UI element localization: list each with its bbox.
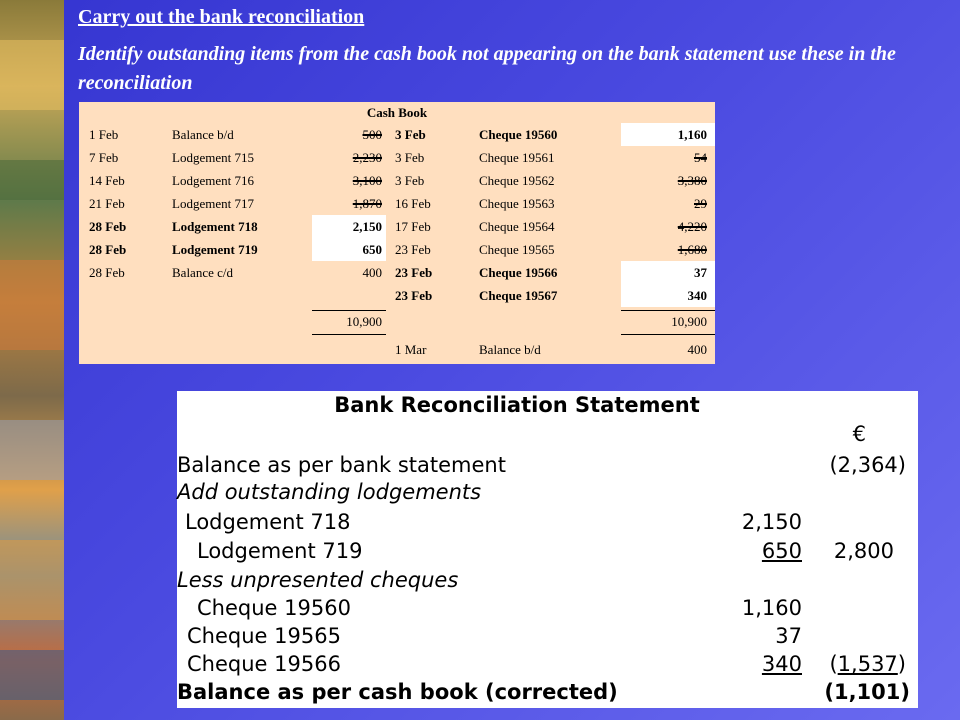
less-cheques-label: Less unpresented cheques xyxy=(177,568,459,592)
slide-title: Carry out the bank reconciliation xyxy=(78,6,365,28)
table-row xyxy=(79,123,715,146)
cell: 2,230 xyxy=(352,150,382,165)
cell: Balance c/d xyxy=(172,265,233,280)
cell: 16 Feb xyxy=(395,196,431,211)
cell: Lodgement 716 xyxy=(172,173,254,188)
cell: 1 Mar xyxy=(395,342,427,357)
cell: Cheque 19567 xyxy=(479,288,558,303)
table-row xyxy=(79,215,715,238)
cell: 28 Feb xyxy=(89,219,127,234)
cell: Cheque 19564 xyxy=(479,219,555,234)
cheques-total xyxy=(829,652,906,676)
cell: 10,900 xyxy=(671,314,707,329)
cell: 14 Feb xyxy=(89,173,125,188)
cheques-total-value: 1,537 xyxy=(837,652,898,676)
cash-book-title: Cash Book xyxy=(366,105,428,120)
cell: Cheque 19563 xyxy=(479,196,555,211)
add-lodgements-label: Add outstanding lodgements xyxy=(177,480,482,504)
table-row xyxy=(79,169,715,192)
cell: 1,680 xyxy=(677,242,707,257)
cell: 3 Feb xyxy=(395,150,425,165)
cell: 28 Feb xyxy=(89,242,127,257)
cell: 23 Feb xyxy=(395,288,433,303)
cell: Cheque 19565 xyxy=(479,242,555,257)
cell: Cheque 19561 xyxy=(479,150,555,165)
recon-title: Bank Reconciliation Statement xyxy=(334,393,700,417)
cheque-19565-value: 37 xyxy=(775,624,802,648)
cell: 500 xyxy=(362,127,382,142)
balance-bank-label: Balance as per bank statement xyxy=(177,453,506,477)
lodgements-total: 2,800 xyxy=(833,539,894,563)
cell: 2,150 xyxy=(352,219,382,234)
cell: 54 xyxy=(694,150,707,165)
cell: 10,900 xyxy=(346,314,382,329)
cell: 4,220 xyxy=(677,219,707,234)
total-rule xyxy=(621,334,715,335)
lodgement-718-value: 2,150 xyxy=(741,510,802,534)
cash-book-table xyxy=(79,102,715,364)
cell: 17 Feb xyxy=(395,219,431,234)
cell: Cheque 19566 xyxy=(479,265,558,280)
cell: 1,160 xyxy=(677,127,707,142)
cell: 23 Feb xyxy=(395,242,431,257)
cell: 21 Feb xyxy=(89,196,125,211)
slide-subtitle: Identify outstanding items from the cash book not appearing on the bank statement use these in the reconciliation xyxy=(78,43,896,94)
cell: 7 Feb xyxy=(89,150,119,165)
cell: 1,870 xyxy=(352,196,382,211)
bank-reconciliation-statement xyxy=(177,391,918,708)
cell: 3 Feb xyxy=(395,173,425,188)
table-row xyxy=(79,284,715,307)
cheque-19566-label: Cheque 19566 xyxy=(187,652,341,676)
cell: Lodgement 718 xyxy=(172,219,258,234)
cell: Cheque 19560 xyxy=(479,127,558,142)
cell: 29 xyxy=(694,196,707,211)
total-rule xyxy=(312,334,386,335)
cell: 37 xyxy=(694,265,707,280)
lodgement-719-value: 650 xyxy=(761,539,802,563)
table-row xyxy=(79,238,715,261)
table-row xyxy=(79,261,715,284)
cell: Lodgement 715 xyxy=(172,150,254,165)
cheque-19566-value: 340 xyxy=(761,652,802,676)
table-row xyxy=(79,338,715,361)
cell: Cheque 19562 xyxy=(479,173,555,188)
table-row xyxy=(79,310,715,333)
cell: 3,100 xyxy=(352,173,382,188)
cell: 3 Feb xyxy=(395,127,426,142)
cheques-total-open: ( xyxy=(829,652,838,676)
cell: 340 xyxy=(687,288,707,303)
cell: 28 Feb xyxy=(89,265,125,280)
cell: 23 Feb xyxy=(395,265,433,280)
cheques-total-close: ) xyxy=(897,652,906,676)
cell: 400 xyxy=(362,265,382,280)
cell: Lodgement 717 xyxy=(172,196,254,211)
currency-symbol: € xyxy=(852,422,866,446)
cell: 3,380 xyxy=(677,173,707,188)
table-row xyxy=(79,192,715,215)
cheque-19565-label: Cheque 19565 xyxy=(187,624,341,648)
balance-cash-label: Balance as per cash book (corrected) xyxy=(177,680,618,704)
cheque-19560-label: Cheque 19560 xyxy=(197,596,351,620)
cell: Balance b/d xyxy=(479,342,541,357)
cell: 1 Feb xyxy=(89,127,119,142)
lodgement-718-label: Lodgement 718 xyxy=(185,510,351,534)
cell: Balance b/d xyxy=(172,127,234,142)
lodgement-719-label: Lodgement 719 xyxy=(197,539,363,563)
balance-cash-value: (1,101) xyxy=(824,680,910,704)
cheque-19560-value: 1,160 xyxy=(741,596,802,620)
balance-bank-value: (2,364) xyxy=(829,453,906,477)
cell: Lodgement 719 xyxy=(172,242,258,257)
cell: 400 xyxy=(687,342,707,357)
table-row xyxy=(79,146,715,169)
decorative-banknote-strip xyxy=(0,0,64,720)
cell: 650 xyxy=(362,242,382,257)
